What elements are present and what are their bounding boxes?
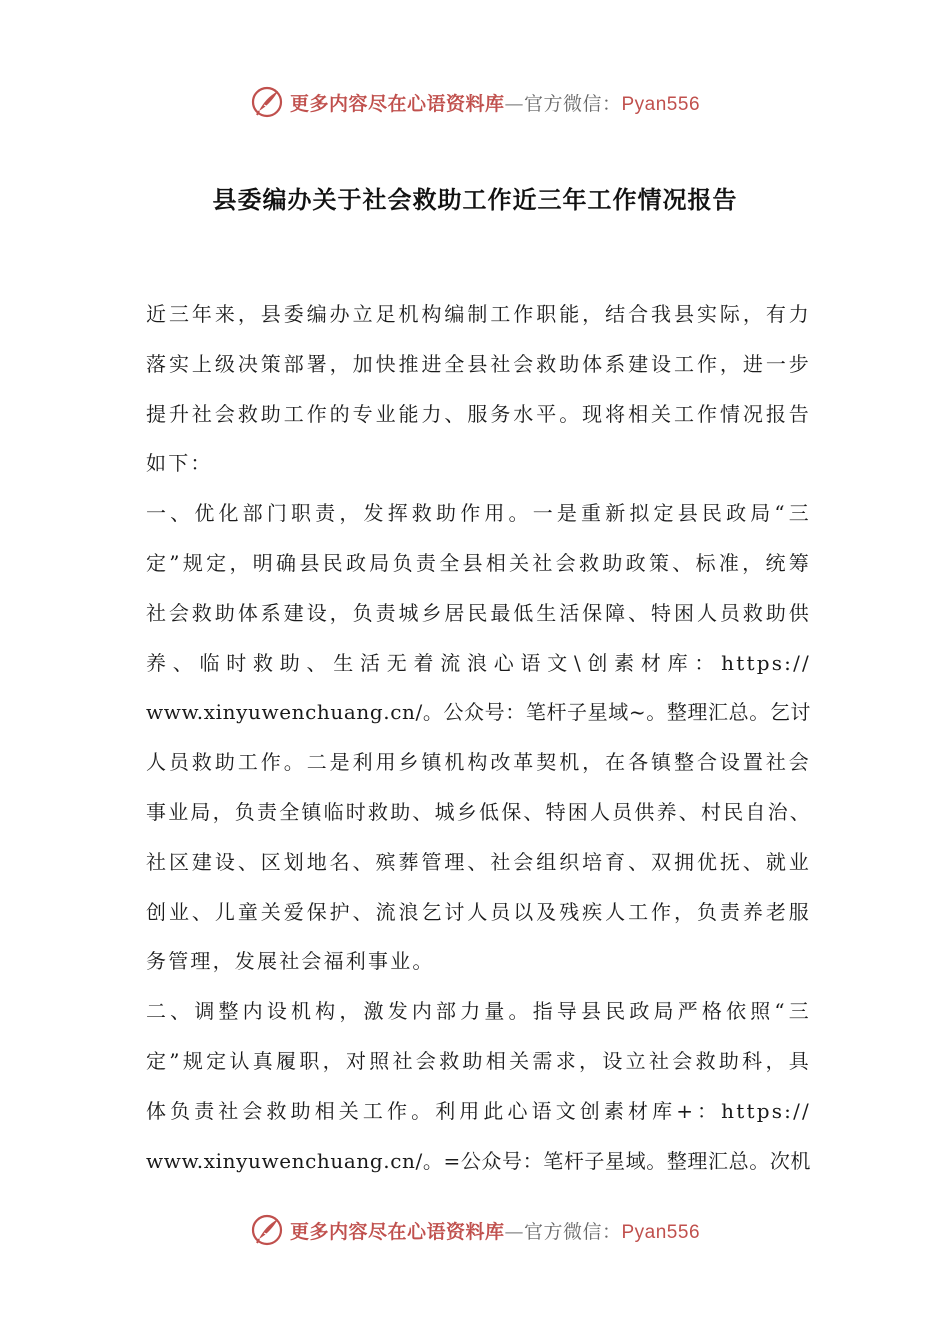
body-line: 社会救助体系建设，负责城乡居民最低生活保障、特困人员救助供 [146, 600, 811, 625]
watermark-main-text: 更多内容尽在心语资料库 [289, 1220, 505, 1243]
body-line: 务管理，发展社会福利事业。 [146, 949, 435, 974]
body-line: 体负责社会救助相关工作。利用此心语文创素材库+：https:// [146, 1098, 811, 1123]
body-line: 事业局，负责全镇临时救助、城乡低保、特困人员供养、村民自治、 [146, 799, 811, 824]
watermark-main-text: 更多内容尽在心语资料库 [289, 92, 505, 115]
body-line: 落实上级决策部署，加快推进全县社会救助体系建设工作，进一步 [146, 351, 811, 376]
document-title: 县委编办关于社会救助工作近三年工作情况报告 [212, 185, 738, 214]
body-line: 一、优化部门职责，发挥救助作用。一是重新拟定县民政局“三 [146, 501, 811, 526]
body-line: 社区建设、区划地名、殡葬管理、社会组织培育、双拥优抚、就业 [146, 849, 811, 874]
watermark-dash: — [504, 1220, 524, 1243]
body-line: 创业、儿童关爱保护、流浪乞讨人员以及残疾人工作，负责养老服 [146, 899, 811, 924]
watermark-wechat-label: 官方微信： [523, 1220, 622, 1243]
body-line: 养、临时救助、生活无着流浪心语文\创素材库：https:// [146, 650, 811, 675]
body-line: 近三年来，县委编办立足机构编制工作职能，结合我县实际，有力 [146, 302, 811, 326]
body-line: 二、调整内设机构，激发内部力量。指导县民政局严格依照“三 [146, 999, 811, 1024]
watermark-wechat-id: Pyan556 [621, 93, 701, 115]
body-line: www.xinyuwenchuang.cn/。=公众号：笔杆子星域。整理汇总。次机 [146, 1148, 812, 1173]
body-line: 定”规定认真履职，对照社会救助相关需求，设立社会救助科，具 [146, 1048, 811, 1073]
body-line: 如下： [146, 451, 213, 476]
quill-logo-icon [250, 85, 284, 119]
body-line: 人员救助工作。二是利用乡镇机构改革契机，在各镇整合设置社会 [146, 750, 811, 775]
document-body [146, 290, 811, 1186]
body-line: 定”规定，明确县民政局负责全县相关社会救助政策、标准，统筹 [146, 550, 811, 575]
watermark-dash: — [504, 92, 524, 115]
body-line: 提升社会救助工作的专业能力、服务水平。现将相关工作情况报告 [146, 401, 811, 426]
body-line: www.xinyuwenchuang.cn/。公众号：笔杆子星域~。整理汇总。乞讨 [146, 700, 812, 725]
footer-watermark [0, 1210, 950, 1250]
watermark-wechat-label: 官方微信： [523, 92, 622, 115]
header-watermark [0, 82, 950, 122]
watermark-wechat-id: Pyan556 [621, 1221, 701, 1243]
quill-logo-icon [250, 1213, 284, 1247]
